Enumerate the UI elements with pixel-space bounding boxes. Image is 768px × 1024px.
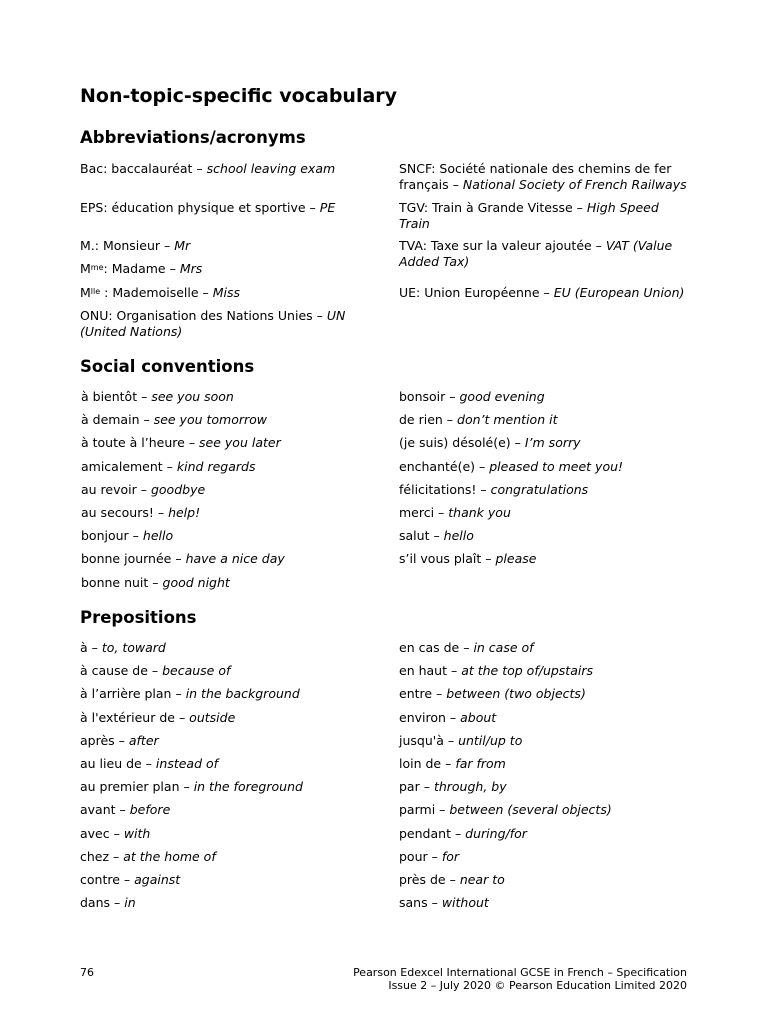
vocab-item: en haut – at the top of/upstairs <box>399 663 593 679</box>
vocab-item: bonsoir – good evening <box>399 389 545 404</box>
vocab-item: au premier plan – in the foreground <box>80 779 303 795</box>
page-number: 76 <box>80 966 94 979</box>
vocab-item: TVA: Taxe sur la valeur ajoutée – VAT (Value Added Tax) <box>399 238 673 269</box>
vocab-item: SNCF: Société nationale des chemins de fer français – National Society of French Railways <box>399 161 687 192</box>
vocab-item: merci – thank you <box>399 504 511 520</box>
vocab-item: chez – at the home of <box>80 848 216 864</box>
page-title: Non-topic-specific vocabulary <box>80 85 398 107</box>
footer-line-2: Issue 2 – July 2020 © Pearson Education Limited 2020 <box>388 979 687 992</box>
vocab-item: de rien – don’t mention it <box>399 412 558 428</box>
vocab-item: en cas de – in case of <box>399 640 534 655</box>
vocab-item: après – after <box>80 732 159 748</box>
social-left-list <box>81 389 285 598</box>
vocab-item: UE: Union Européenne – EU (European Union) <box>399 285 685 300</box>
vocab-item: (je suis) désolé(e) – I’m sorry <box>399 435 581 451</box>
vocab-item: loin de – far from <box>399 755 506 771</box>
vocab-item: avec – with <box>80 825 151 841</box>
vocab-item: enchanté(e) – pleased to meet you! <box>399 458 624 474</box>
vocab-item: amicalement – kind regards <box>81 458 256 474</box>
vocab-item: environ – about <box>399 709 497 725</box>
vocab-item: $M^{lle}$ : Mademoiselle – Miss <box>80 285 241 300</box>
prepositions-right-list <box>399 640 612 918</box>
vocab-item: par – through, by <box>399 779 507 795</box>
footer-line-1: Pearson Edexcel International GCSE in French – Specification <box>353 966 687 979</box>
section-heading-abbreviations: Abbreviations/acronyms <box>80 128 306 147</box>
vocab-item: au lieu de – instead of <box>80 755 219 771</box>
section-heading-prepositions: Prepositions <box>80 608 197 627</box>
vocab-item: contre – against <box>80 871 181 887</box>
vocab-item: au revoir – goodbye <box>81 481 206 497</box>
vocab-item: ONU: Organisation des Nations Unies – UN (United Nations) <box>80 308 346 339</box>
abbreviations-right-list <box>399 161 687 301</box>
vocab-item: pendant – during/for <box>399 825 527 841</box>
vocab-item: M.: Monsieur – Mr <box>80 238 191 253</box>
vocab-item: s’il vous plaît – please <box>399 551 537 567</box>
vocab-item: sans – without <box>399 895 489 911</box>
abbreviations-left-list <box>80 161 345 340</box>
vocab-item: à bientôt – see you soon <box>81 389 234 404</box>
prepositions-left-list <box>80 640 303 918</box>
vocab-item: jusqu'à – until/up to <box>399 732 523 748</box>
vocab-item: pour – for <box>399 848 460 864</box>
vocab-item: parmi – between (several objects) <box>399 802 612 818</box>
vocab-item: Bac: baccalauréat – school leaving exam <box>80 161 336 176</box>
vocab-item: près de – near to <box>399 871 505 887</box>
vocab-item: à toute à l’heure – see you later <box>81 435 281 451</box>
vocab-item: entre – between (two objects) <box>399 686 586 702</box>
vocab-item: TGV: Train à Grande Vitesse – High Speed Train <box>399 200 659 231</box>
vocab-item: à l'extérieur de – outside <box>80 709 236 725</box>
vocab-item: au secours! – help! <box>81 504 201 520</box>
vocab-item: bonne journée – have a nice day <box>81 551 285 567</box>
vocab-item: bonjour – hello <box>81 528 174 544</box>
vocab-item: félicitations! – congratulations <box>399 481 589 497</box>
vocab-item: à l’arrière plan – in the background <box>80 686 300 702</box>
vocab-item: à demain – see you tomorrow <box>81 412 268 428</box>
vocab-item: salut – hello <box>399 528 474 544</box>
vocab-item: EPS: éducation physique et sportive – PE <box>80 200 336 215</box>
vocab-item: dans – in <box>80 895 136 911</box>
vocab-item: bonne nuit – good night <box>81 574 230 590</box>
vocab-item: $M^{me}$: Madame – Mrs <box>80 261 203 276</box>
section-heading-social-conventions: Social conventions <box>80 357 255 376</box>
vocab-item: à cause de – because of <box>80 663 231 679</box>
social-right-list <box>399 389 623 575</box>
vocab-item: à – to, toward <box>80 640 166 655</box>
footer-publication-info <box>353 966 687 992</box>
vocab-item: avant – before <box>80 802 171 818</box>
